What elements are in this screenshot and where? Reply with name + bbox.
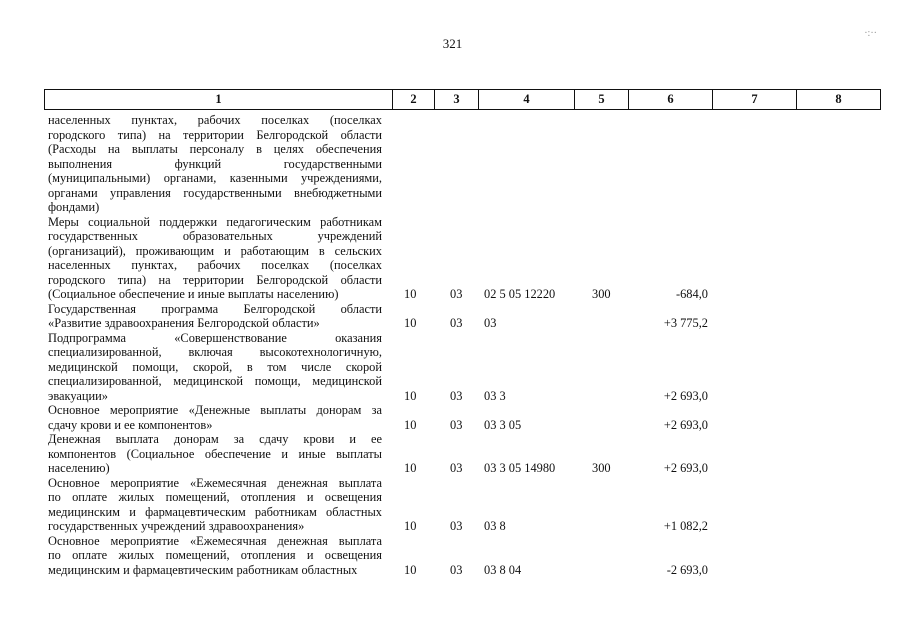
cell-col-4: 03 8 xyxy=(484,519,506,533)
cell-col-6: +2 693,0 xyxy=(663,461,708,475)
description-line: эвакуации» xyxy=(48,388,108,403)
header-col-5: 5 xyxy=(575,90,629,110)
header-col-3: 3 xyxy=(435,90,479,110)
cell-col-3: 03 xyxy=(450,417,463,432)
cell-col-4: 03 3 05 14980 xyxy=(484,461,556,475)
description-line: населенных пунктах, рабочих поселках (поселках xyxy=(48,258,382,272)
description-line: медицинским и фармацевтическим работникам областных xyxy=(48,562,358,577)
cell-col-2: 10 xyxy=(404,388,417,403)
description-line: (Расходы на выплаты персоналу в целях обеспечения xyxy=(48,142,382,156)
description-line: по оплате жилых помещений, отопления и освещения xyxy=(48,548,382,562)
table-row xyxy=(48,331,878,404)
cell-col-2: 10 xyxy=(404,562,417,577)
table-row xyxy=(48,534,878,578)
table-row xyxy=(48,432,878,476)
description-line: Денежная выплата донорам за сдачу крови и ее xyxy=(48,432,382,446)
cell-col-2: 10 xyxy=(404,287,417,301)
description-line: (Социальное обеспечение и иные выплаты населению) xyxy=(48,287,339,301)
description-line: городского типа) на территории Белгородской области xyxy=(48,127,382,142)
cell-col-3: 03 xyxy=(450,461,463,475)
row-description xyxy=(48,534,382,578)
table-row xyxy=(48,113,878,215)
description-line: по оплате жилых помещений, отопления и освещения xyxy=(48,490,382,504)
cell-col-4: 02 5 05 12220 xyxy=(484,287,556,301)
cell-col-4: 03 3 05 xyxy=(484,417,522,432)
table-row xyxy=(48,403,878,432)
header-col-4: 4 xyxy=(479,90,575,110)
header-col-7: 7 xyxy=(713,90,797,110)
description-line: медицинским и фармацевтическим работникам областных xyxy=(48,504,382,519)
description-line: государственных учреждений здравоохранения» xyxy=(48,519,305,533)
description-line: населенных пунктах, рабочих поселках (поселках xyxy=(48,113,382,127)
description-line: сдачу крови и ее компонентов» xyxy=(48,417,213,432)
cell-col-2: 10 xyxy=(404,316,417,330)
cell-col-4: 03 xyxy=(484,316,497,330)
page-number: 321 xyxy=(442,36,463,51)
cell-col-6: +2 693,0 xyxy=(663,388,708,403)
cell-col-6: +3 775,2 xyxy=(663,316,708,330)
header-col-2: 2 xyxy=(393,90,435,110)
description-line: медицинской помощи, скорой, в том числе скорой xyxy=(48,359,382,374)
scan-noise: ·:·· xyxy=(864,28,877,39)
cell-col-5: 300 xyxy=(592,461,611,475)
cell-col-2: 10 xyxy=(404,417,417,432)
row-description xyxy=(48,403,382,432)
description-line: (муниципальными) органами, казенными учреждениями, xyxy=(48,171,382,185)
description-line: городского типа) на территории Белгородской области xyxy=(48,272,382,287)
cell-col-2: 10 xyxy=(404,461,417,475)
description-line: специализированной, включая высокотехнологичную, xyxy=(48,345,382,359)
description-line: (организаций), проживающим и работающим в сельских xyxy=(48,243,382,258)
table-row xyxy=(48,302,878,331)
description-line: фондами) xyxy=(48,200,100,214)
table-row xyxy=(48,215,878,302)
description-line: государственных образовательных учреждений xyxy=(48,229,382,243)
cell-col-5: 300 xyxy=(592,287,611,301)
description-line: «Развитие здравоохранения Белгородской области» xyxy=(48,316,320,330)
table-body xyxy=(48,113,878,577)
cell-col-3: 03 xyxy=(450,519,463,533)
description-line: Основное мероприятие «Денежные выплаты донорам за xyxy=(48,403,382,417)
header-col-8: 8 xyxy=(797,90,881,110)
table-header xyxy=(44,89,881,110)
description-line: специализированной, медицинской помощи, медицинской xyxy=(48,374,382,388)
cell-col-6: -2 693,0 xyxy=(666,562,708,577)
cell-col-2: 10 xyxy=(404,519,417,533)
cell-col-3: 03 xyxy=(450,562,463,577)
cell-col-3: 03 xyxy=(450,287,463,301)
row-description xyxy=(48,432,382,476)
header-col-1: 1 xyxy=(45,90,393,110)
cell-col-4: 03 8 04 xyxy=(484,562,522,577)
row-description xyxy=(48,331,382,404)
description-line: Подпрограмма «Совершенствование оказания xyxy=(48,330,382,345)
description-line: компонентов (Социальное обеспечение и иные выплаты xyxy=(48,446,382,461)
description-line: выполнения функций государственными xyxy=(48,156,382,171)
cell-col-3: 03 xyxy=(450,316,463,330)
cell-col-6: +1 082,2 xyxy=(663,519,708,533)
cell-col-6: -684,0 xyxy=(675,287,708,301)
description-line: Меры социальной поддержки педагогическим работникам xyxy=(48,214,382,229)
cell-col-3: 03 xyxy=(450,388,463,403)
row-description xyxy=(48,476,382,534)
header-col-6: 6 xyxy=(629,90,713,110)
table-row xyxy=(48,476,878,534)
description-line: органами управления государственными внебюджетными xyxy=(48,185,382,200)
cell-col-4: 03 3 xyxy=(484,388,506,403)
description-line: населению) xyxy=(48,461,110,475)
description-line: Основное мероприятие «Ежемесячная денежная выплата xyxy=(48,475,382,490)
cell-col-6: +2 693,0 xyxy=(663,417,708,432)
description-line: Основное мероприятие «Ежемесячная денежная выплата xyxy=(48,533,382,548)
description-line: Государственная программа Белгородской области xyxy=(48,301,382,316)
row-description xyxy=(48,215,382,302)
row-description xyxy=(48,113,382,215)
row-description xyxy=(48,302,382,331)
